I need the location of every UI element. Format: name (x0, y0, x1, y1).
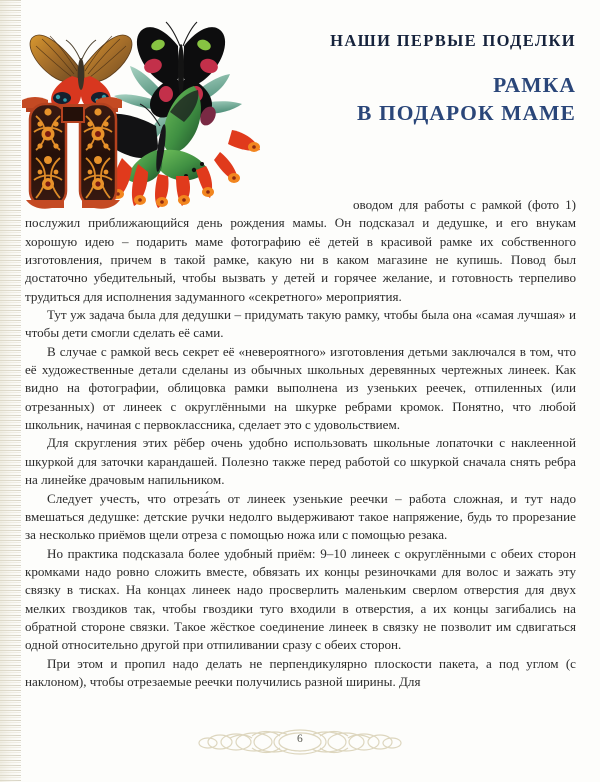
paragraph: Но практика подсказала более удобный приём: 9–10 линеек с округлёнными с обеих сторон кромками надо ровно сложить вместе, обвязать их концы резиночками для волос и зажать эту связку в тисках. На концах линеек надо просверлить маленьким сверлом отверстия для двух мелких гвоздиков так, чтобы гвоздики туго входили в отверстия, а их концы загибались на обратной стороне связки. Такое жёсткое соединение линеек в связку не позволит им сдвигаться одной относительно другой при отпиливании сразу с обеих сторон. (25, 545, 576, 653)
paragraph: Тут уж задача была для дедушки – придумать такую рамку, чтобы была она «самая лучшая» и чтобы дети смогли сделать её сами. (25, 307, 576, 341)
page-number: 6 (297, 733, 303, 745)
page-title (276, 72, 576, 127)
page-title-line-2: В ПОДАРОК МАМЕ (357, 100, 576, 125)
paragraph: Следует учесть, что отреза́ть от линеек узенькие реечки – работа сложная, и тут надо вмешаться дедушке: детские ручки недолго выдерживают такое напряжение, будь то прорезание за несколько приёмов щели отреза с помощью ножа или с помощью резака. (25, 490, 576, 543)
paragraph: При этом и пропил надо делать не перпендикулярно плоскости пакета, а под углом (с наклоном), чтобы отрезаемые реечки получились разной ширины. Для (25, 655, 576, 689)
illustration-butterflies-and-drop-cap (18, 8, 310, 213)
dropcap-text-wrap-spacer-2 (311, 196, 353, 214)
dropcap-text-wrap-spacer (25, 196, 311, 197)
article-body (25, 196, 576, 691)
page-title-line-1: РАМКА (493, 73, 576, 98)
paragraph: В случае с рамкой весь секрет её «невероятного» изготовления детьми заключался в том, что её художественные детали сделаны из обычных школьных деревянных чертежных линеек. Как видно на фотографии, облицовка рамки выполнена из узеньких реечек, отпиленных (или отрезанных) от линеек с округлёнными на шкурке ребрами кромок. Понятно, что любой школьник, начиная с первоклассника, сделает это с удовольствием. (25, 343, 576, 433)
paragraph: Для скругления этих рёбер очень удобно использовать школьные лопаточки с наклеенной шкуркой для заточки карандашей. Полезно также перед работой со шкуркой сначала снять ребра на линейке драчовым напильником. (25, 435, 576, 488)
drop-cap-letter-p-graphic (22, 97, 122, 209)
page-footer (0, 720, 600, 764)
paragraph: оводом для работы с рамкой (фото 1) послужил приближающийся день рождения мамы. Он подсказал и дедушке, и его внукам хорошую идею – подарить маме фотографию её детей в красивой рамке их собственного изготовления, причем в такой рамке, какую ни в каком магазине не купишь. Повод был достаточно убедительный, чтобы вызвать у детей и горячее желание, и готовность терпеливо трудиться для исполнения задуманного «секретного» мероприятия. (25, 197, 576, 304)
page-header (276, 32, 576, 127)
running-head: НАШИ ПЕРВЫЕ ПОДЕЛКИ (330, 31, 576, 50)
